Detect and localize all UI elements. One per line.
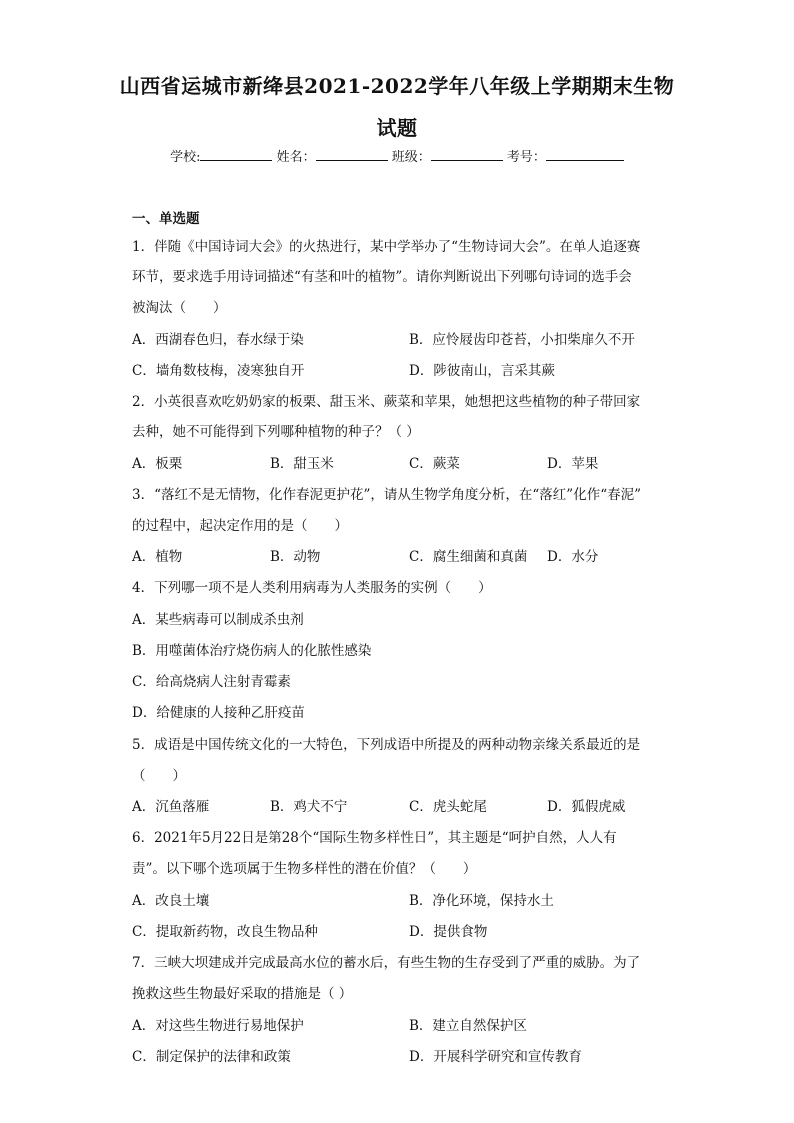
question-1-text-line2: 环节，要求选手用诗词描述“有茎和叶的植物”。请你判断说出下列哪句诗词的选手会 — [132, 269, 632, 285]
page-title: 山西省运城市新绛县2021-2022学年八年级上学期期末生物 — [119, 74, 675, 98]
question-1-option-d: D．陟彼南山，言采其蕨 — [409, 363, 555, 379]
question-7-option-b: B．建立自然保护区 — [409, 1018, 527, 1034]
question-4-text: 4．下列哪一项不是人类利用病毒为人类服务的实例（ ） — [132, 580, 492, 596]
question-7-text-line2: 挽救这些生物最好采取的措施是（ ） — [132, 986, 353, 1002]
question-6-option-c: C．提取新药物，改良生物品种 — [132, 924, 318, 940]
question-3-text: 3．“落红不是无情物，化作春泥更护花”，请从生物学角度分析，在“落红”化作“春泥” — [132, 487, 641, 503]
question-3-text-line2: 的过程中，起决定作用的是（ ） — [132, 518, 348, 534]
question-2-text: 2．小英很喜欢吃奶奶家的板栗、甜玉米、蕨菜和苹果，她想把这些植物的种子带回家 — [132, 394, 641, 410]
question-3-option-a: A．植物 — [132, 549, 183, 565]
school-label: 学校: — [170, 150, 201, 165]
question-2-text-line2: 去种，她不可能得到下列哪种植物的种子？（ ） — [132, 424, 420, 440]
student-info-row — [0, 146, 794, 165]
page-title-continued: 试题 — [376, 116, 418, 140]
question-6-option-d: D．提供食物 — [409, 924, 488, 940]
name-label: 姓名： — [276, 150, 316, 165]
question-1-option-c: C．墙角数枝梅，凌寒独自开 — [132, 363, 305, 379]
section-heading: 一、单选题 — [132, 211, 200, 227]
question-4-option-c: C．给高烧病人注射青霉素 — [132, 674, 291, 690]
question-2-option-c: C．蕨菜 — [409, 456, 460, 472]
question-7-text: 7．三峡大坝建成并完成最高水位的蓄水后，有些生物的生存受到了严重的威胁。为了 — [132, 955, 641, 971]
question-3-option-b: B．动物 — [270, 549, 321, 565]
class-label: 班级： — [391, 150, 431, 165]
question-4-option-a: A．某些病毒可以制成杀虫剂 — [132, 612, 304, 628]
question-2-option-b: B．甜玉米 — [270, 456, 334, 472]
question-7-option-d: D．开展科学研究和宣传教育 — [409, 1049, 582, 1065]
question-5-option-c: C．虎头蛇尾 — [409, 799, 487, 815]
question-7-option-c: C．制定保护的法律和政策 — [132, 1049, 291, 1065]
question-3-option-d: D．水分 — [547, 549, 599, 565]
school-blank[interactable] — [200, 148, 272, 161]
question-2-option-a: A．板栗 — [132, 456, 183, 472]
question-5-text-line2: （ ） — [132, 768, 186, 784]
class-blank[interactable] — [431, 148, 503, 161]
question-5-option-a: A．沉鱼落雁 — [132, 799, 210, 815]
question-6-text-line2: 责”。以下哪个选项属于生物多样性的潜在价值？（ ） — [132, 861, 477, 877]
question-6-option-b: B．净化环境，保持水土 — [409, 893, 554, 909]
question-5-text: 5．成语是中国传统文化的一大特色，下列成语中所提及的两种动物亲缘关系最近的是 — [132, 737, 641, 753]
question-4-option-b: B．用噬菌体治疗烧伤病人的化脓性感染 — [132, 643, 372, 659]
number-label: 考号： — [506, 150, 546, 165]
question-4-option-d: D．给健康的人接种乙肝疫苗 — [132, 705, 305, 721]
question-5-option-b: B．鸡犬不宁 — [270, 799, 348, 815]
name-blank[interactable] — [316, 148, 388, 161]
question-1-text: 1．伴随《中国诗词大会》的火热进行，某中学举办了“生物诗词大会”。在单人追逐赛 — [132, 239, 641, 255]
question-5-option-d: D．狐假虎威 — [547, 799, 626, 815]
number-blank[interactable] — [546, 148, 624, 161]
question-3-option-c: C．腐生细菌和真菌 — [409, 549, 528, 565]
question-2-option-d: D．苹果 — [547, 456, 599, 472]
question-1-text-line3: 被淘汰（ ） — [132, 300, 227, 316]
question-1-option-a: A．西湖春色归，春水绿于染 — [132, 332, 304, 348]
question-7-option-a: A．对这些生物进行易地保护 — [132, 1018, 304, 1034]
question-6-text: 6．2021年5月22日是第28个“国际生物多样性日”，其主题是“呵护自然，人人有 — [132, 830, 617, 846]
question-1-option-b: B．应怜屐齿印苍苔，小扣柴扉久不开 — [409, 332, 635, 348]
question-6-option-a: A．改良土壤 — [132, 893, 210, 909]
